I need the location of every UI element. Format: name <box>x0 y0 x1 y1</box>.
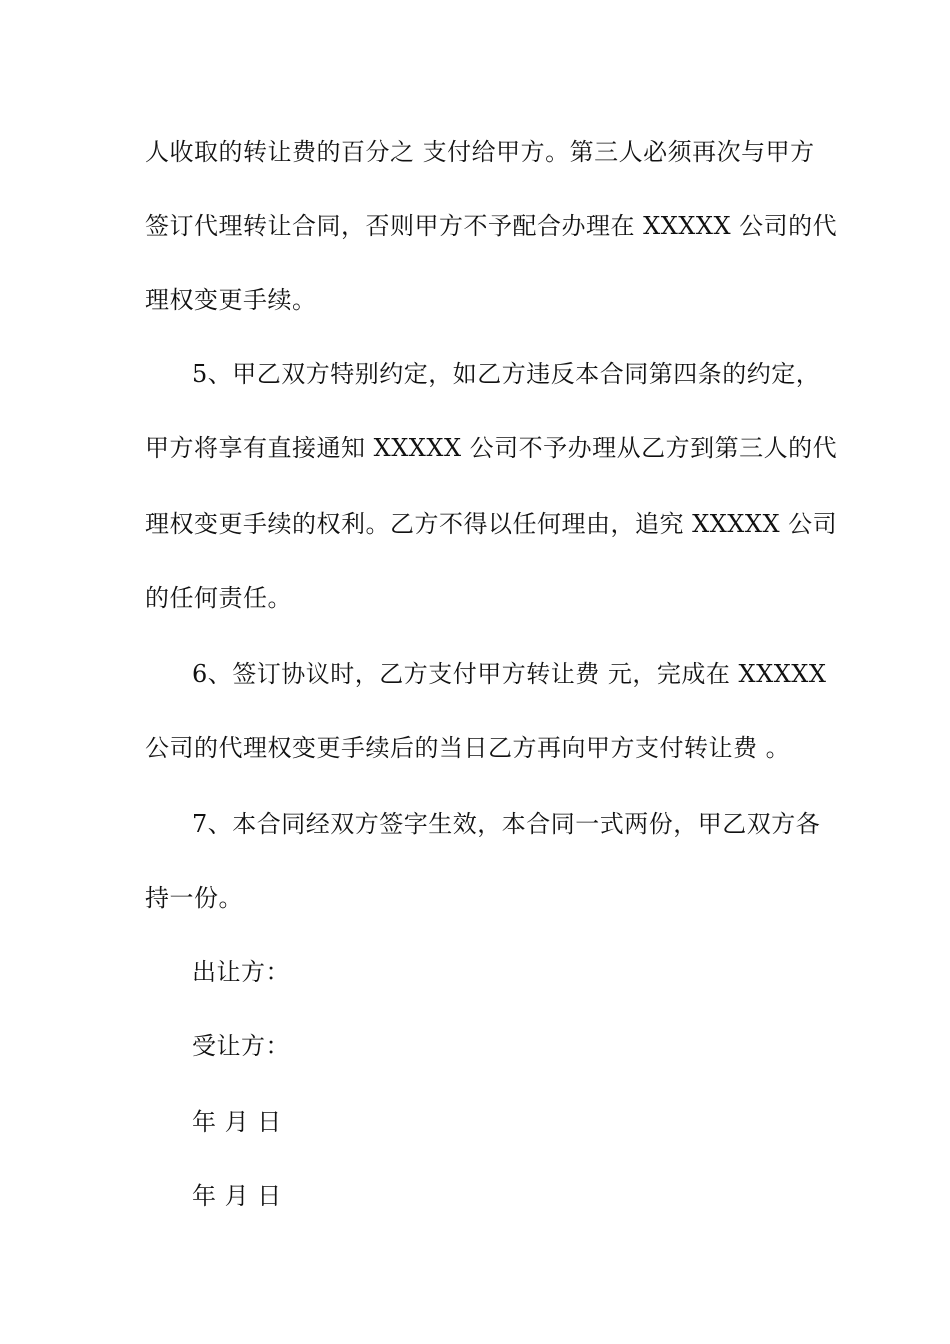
text-line: 公司的代理权变更手续后的当日乙方再向甲方支付转让费 。 <box>145 734 791 762</box>
paragraph-7-start: 7、本合同经双方签字生效，本合同一式两份，甲乙双方各 <box>192 810 821 838</box>
date-line: 年 月 日 <box>192 1108 282 1136</box>
text-line: 的任何责任。 <box>145 584 292 612</box>
text-line: 签订代理转让合同，否则甲方不予配合办理在 XXXXX 公司的代 <box>145 212 838 240</box>
text-line: 甲方将享有直接通知 XXXXX 公司不予办理从乙方到第三人的代 <box>145 434 838 462</box>
text-line: 人收取的转让费的百分之 支付给甲方。第三人必须再次与甲方 <box>145 138 815 166</box>
text-line: 理权变更手续的权利。乙方不得以任何理由，追究 XXXXX 公司 <box>145 510 838 538</box>
text-line: 理权变更手续。 <box>145 286 317 314</box>
transferee-label: 受让方： <box>192 1032 290 1060</box>
paragraph-5-start: 5、甲乙双方特别约定，如乙方违反本合同第四条的约定， <box>192 360 821 388</box>
paragraph-6-start: 6、签订协议时，乙方支付甲方转让费 元，完成在 XXXXX <box>192 660 827 688</box>
transferor-label: 出让方： <box>192 958 290 986</box>
text-line: 持一份。 <box>145 884 243 912</box>
date-line: 年 月 日 <box>192 1182 282 1210</box>
